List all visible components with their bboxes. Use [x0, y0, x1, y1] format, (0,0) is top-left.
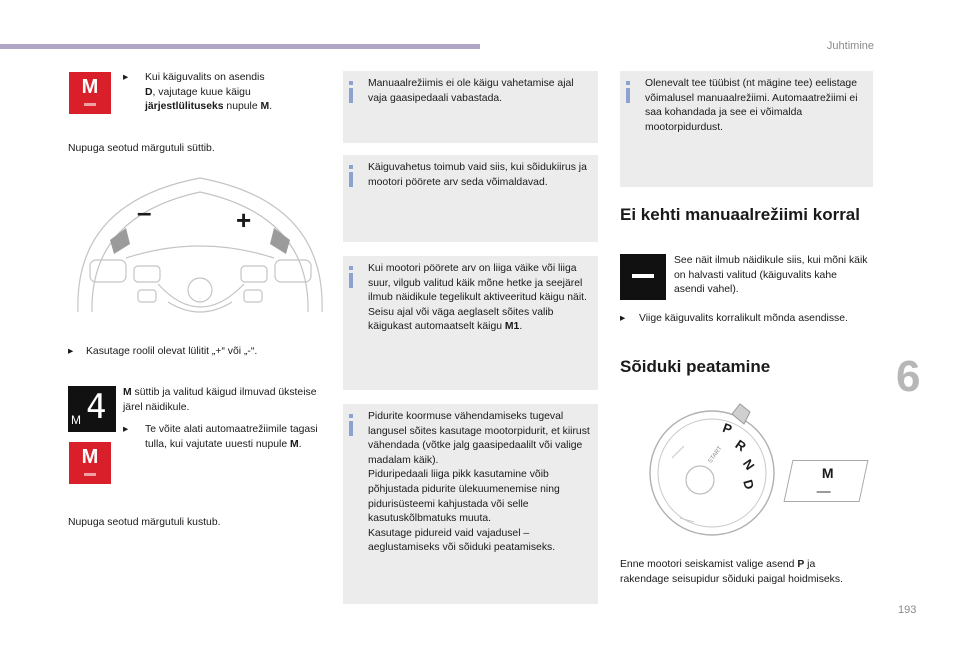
bullet-arrow-icon: ▸	[620, 313, 626, 324]
info-icon	[349, 414, 353, 436]
knob-label-r: R	[732, 436, 749, 455]
info-icon	[349, 266, 353, 288]
info-box-road-type: Olenevalt tee tüübist (nt mägine tee) eelistage võimalusel manuaalrežiimi. Automaatrežiimi ei saa kohandada ja see ei võimalda mootorpidurdust.	[620, 71, 873, 187]
info-box-brakes: Pidurite koormuse vähendamiseks tugeval langusel sõites kasutage mootorpidurit, et kiirust vähendada (võtke jalg gaasipedaalilt või valige madalam käik). Piduripedaali liiga pikk kasutamine võib põhjustada pidurite ülekuumenemise ning pidurisüsteemi kahjustada või selle kasutuskõlbmatuks muuta. Kasutage pidureid vaid vajadusel – aeglustamiseks või sõiduki peatamiseks.	[343, 404, 598, 604]
gear-selector-knob-illustration	[640, 398, 780, 548]
dash-display-icon	[620, 254, 666, 300]
section-heading-stopping: Sõiduki peatamine	[620, 357, 771, 376]
m-button-lamp-on-icon: M	[69, 72, 111, 114]
info-box-no-release: Manuaalrežiimis ei ole käigu vahetamise ajal vaja gaasipedaali vabastada.	[343, 71, 598, 143]
bullet-arrow-icon: ▸	[68, 346, 74, 357]
stopping-text: Enne mootori seiskamist valige asend P ja rakendage seisupidur sõiduki paigal hoidmiseks.	[620, 559, 843, 585]
section-heading-not-manual: Ei kehti manuaalrežiimi korral	[620, 205, 860, 224]
step-use-paddles: Kasutage roolil olevat lülitit „+“ või „-“.	[86, 346, 258, 357]
paddle-minus-label: –	[137, 197, 152, 227]
m-button-illustration: M	[784, 460, 869, 502]
step-select-manual: Kui käiguvalits on asendis D, vajutage kuue käigu järjestlülituseks nupule M.	[145, 72, 273, 113]
bullet-arrow-icon: ▸	[123, 424, 129, 435]
knob-label-d: D	[740, 478, 758, 491]
dash-display-text: See näit ilmub näidikule siis, kui mõni käik on halvasti valitud (käiguvalits kahe asendi vahel).	[674, 255, 868, 296]
bullet-arrow-icon: ▸	[123, 72, 129, 83]
paddle-plus-label: +	[236, 205, 252, 235]
steering-wheel-illustration	[68, 162, 333, 330]
info-icon	[349, 165, 353, 187]
knob-start-label: START	[707, 445, 724, 465]
info-box-gear-change: Käiguvahetus toimub vaid siis, kui sõidukiirus ja mootori pöörete arv seda võimaldavad.	[343, 155, 598, 242]
lamp-on-text: Nupuga seotud märgutuli süttib.	[68, 143, 215, 154]
chapter-tab-number: 6	[896, 352, 921, 401]
display-text: M süttib ja valitud käigud ilmuvad üksteise järel näidikule.	[123, 387, 317, 413]
knob-label-p: P	[720, 419, 734, 438]
info-box-engine-speed: Kui mootori pöörete arv on liiga väike või liiga suur, vilgub valitud käik mõne hetke ja seejärel ilmub näidikule tegelikult aktiveeritud käigu näit. Seisu ajal või väga aeglaselt sõites valib käigukast automaatselt käigu M1.	[343, 256, 598, 390]
knob-label-n: N	[739, 456, 758, 473]
page-number: 193	[898, 604, 917, 616]
gear-display-icon: 4 M	[68, 386, 116, 432]
lamp-off-text: Nupuga seotud märgutuli kustub.	[68, 517, 221, 528]
step-return-auto: Te võite alati automaatrežiimile tagasi tulla, kui vajutate uuesti nupule M.	[145, 424, 318, 450]
m-button-lamp-off-icon: M	[69, 442, 111, 484]
header-bar	[0, 44, 480, 49]
info-icon	[349, 81, 353, 103]
step-select-position: Viige käiguvalits korralikult mõnda asendisse.	[639, 313, 848, 324]
info-icon	[626, 81, 630, 103]
chapter-title: Juhtimine	[826, 40, 874, 52]
